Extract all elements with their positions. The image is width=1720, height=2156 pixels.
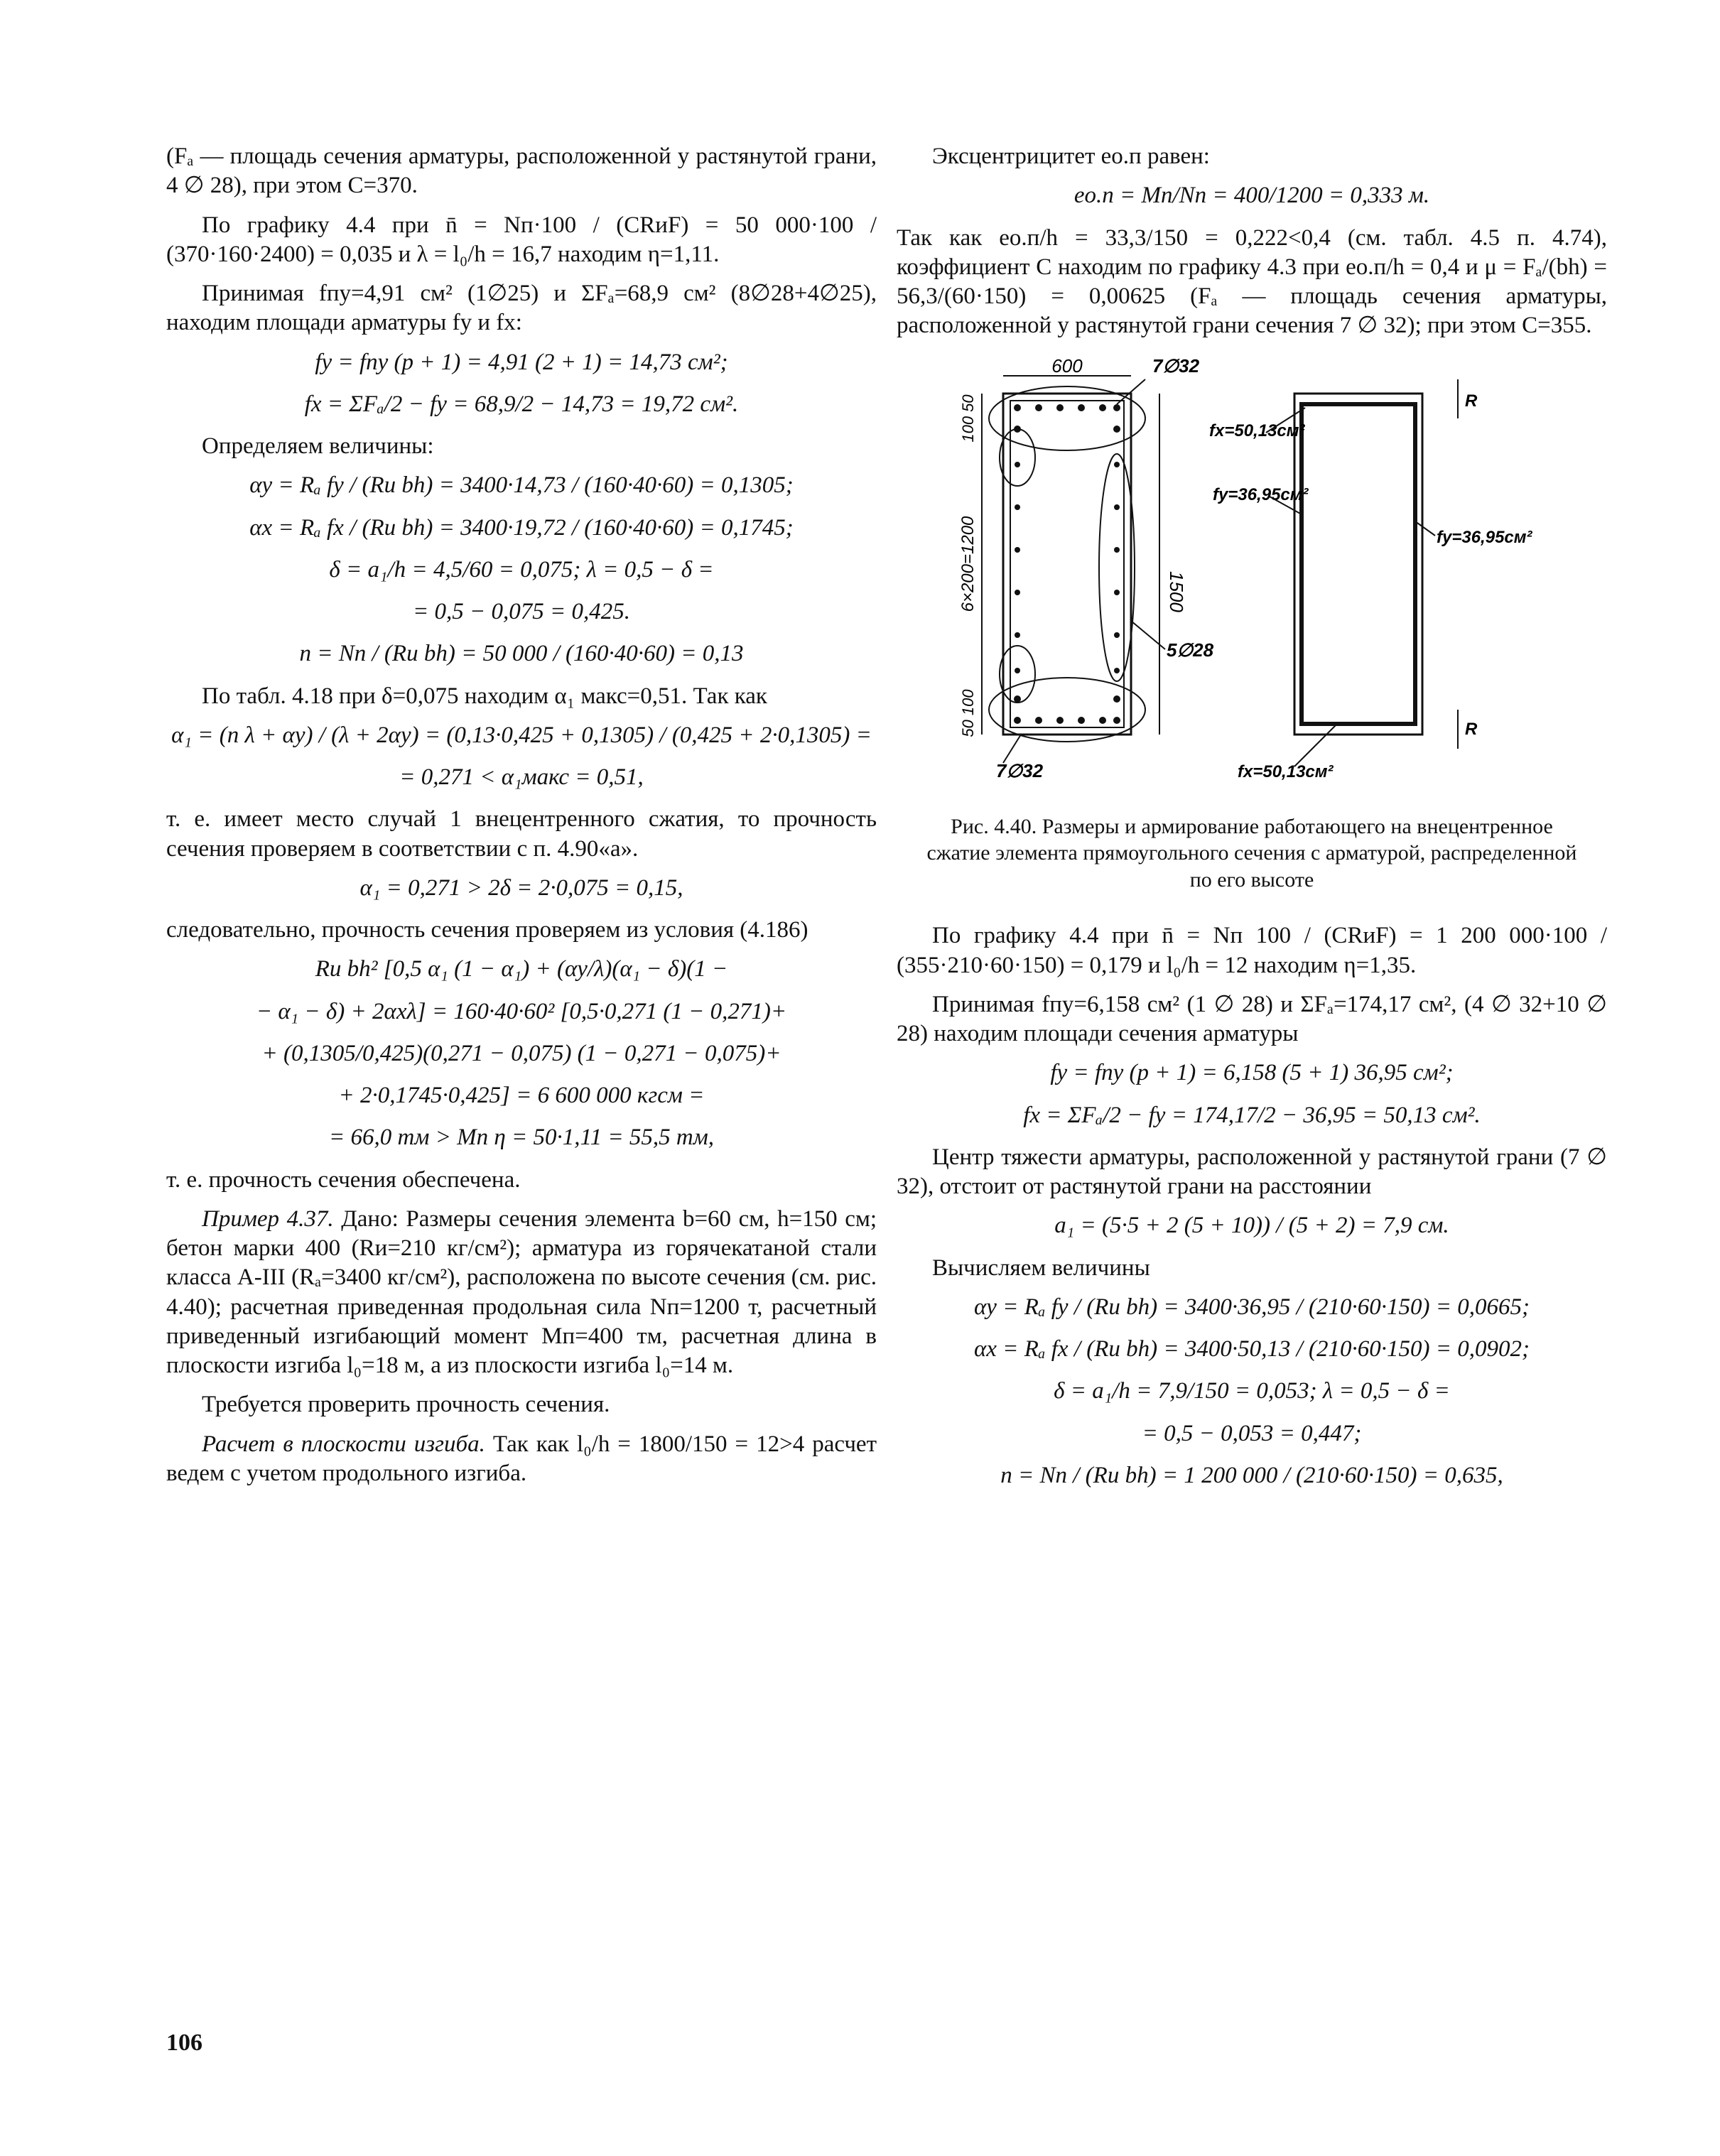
equation: fy = fпу (p + 1) = 6,158 (5 + 1) 36,95 см²;	[1050, 1060, 1454, 1086]
top-bars	[1014, 404, 1120, 433]
equation: α₁ = (n λ + αy) / (λ + 2αy) = (0,13·0,425 + 0,1305) / (0,425 + 2·0,1305) =	[171, 722, 872, 748]
figure-4-40	[897, 351, 1607, 799]
label-7d32-top: 7∅32	[1152, 354, 1200, 377]
label-fx-bottom: fx=50,13см²	[1238, 762, 1334, 781]
side-group-oval	[1099, 454, 1135, 681]
paragraph: т. е. прочность сечения обеспечена.	[166, 1166, 521, 1193]
dim-top: 100 50	[959, 394, 977, 443]
equation: αy = Rₐ fy / (Rи bh) = 3400·14,73 / (160·40·60) = 0,1305;	[249, 472, 794, 499]
paragraph: Эксцентрицитет eо.п равен:	[932, 143, 1210, 169]
top-group-oval	[989, 386, 1145, 450]
equation: eо.п = Mп/Nп = 400/1200 = 0,333 м.	[1073, 183, 1430, 209]
example-heading: Пример 4.37.	[202, 1206, 334, 1232]
section-heading: Расчет в плоскости изгиба.	[202, 1431, 485, 1457]
paragraph: Центр тяжести арматуры, расположенной у растянутой грани (7 ∅ 32), отстоит от растянутой грани на расстоянии	[897, 1144, 1607, 1199]
page-number: 106	[166, 2030, 202, 2056]
paragraph: Так как eо.п/h = 33,3/150 = 0,222<0,4 (см. табл. 4.5 п. 4.74), коэффициент C находим по графику 4.3 при eо.п/h = 0,4 и μ = Fₐ/(bh) = 56,3/(60·150) = 0,00625 (Fₐ — площадь сечения арматуры, расположенной у растянутой грани сечения 7 ∅ 32); при этом C=355.	[897, 224, 1607, 339]
bottom-bars	[1014, 695, 1120, 724]
label-r-bottom: R	[1465, 719, 1478, 739]
paragraph: Вычисляем величины	[932, 1255, 1150, 1281]
dim-1500: 1500	[1166, 570, 1187, 612]
section-text: Так как l₀/h = 1800/150 = 12>4 расчет ведем с учетом продольного изгиба.	[166, 1431, 877, 1486]
label-5d28: 5∅28	[1167, 639, 1214, 661]
example-text: Дано: Размеры сечения элемента b=60 см, h=150 см; бетон марки 400 (Rи=210 кг/см²); арматура из горячекатаной стали класса А-III (Rₐ=3400 кг/см²), расположена по высоте сечения (см. рис. 4.40); расчетная приведенная продольная сила Nп=1200 т, расчетный приведенный изгибающий момент Mп=400 тм, расчетная длина в плоскости изгиба l₀=18 м, а из плоскости изгиба l₀=14 м.	[166, 1206, 877, 1378]
side-top-oval	[1000, 429, 1035, 486]
equation: a₁ = (5·5 + 2 (5 + 10)) / (5 + 2) = 7,9 см.	[1054, 1213, 1449, 1239]
paragraph: Определяем величины:	[202, 433, 434, 459]
equivalent-section-outline	[1294, 394, 1422, 735]
bottom-group-oval	[989, 678, 1145, 742]
paragraph: (Fₐ — площадь сечения арматуры, расположенной у растянутой грани, 4 ∅ 28), при этом C=370.	[166, 143, 877, 199]
label-7d32-bottom: 7∅32	[996, 759, 1044, 781]
label-fx-top: fx=50,13см²	[1209, 421, 1305, 440]
label-fy-left: fy=36,95см²	[1213, 484, 1309, 504]
equation: n = Nп / (Rи bh) = 50 000 / (160·40·60) = 0,13	[299, 641, 744, 667]
paragraph: т. е. имеет место случай 1 внецентренного сжатия, то прочность сечения проверяем в соответствии с п. 4.90«а».	[166, 806, 877, 862]
equation: = 0,271 < α₁макс = 0,51,	[399, 764, 644, 790]
equation: δ = a₁/h = 4,5/60 = 0,075; λ = 0,5 − δ =	[329, 556, 714, 583]
paragraph: По графику 4.4 при n̄ = Nп·100 / (CRиF) = 50 000·100 / (370·160·2400) = 0,035 и λ = l₀/h = 16,7 находим η=1,11.	[166, 212, 877, 267]
equation: αy = Rₐ fy / (Rи bh) = 3400·36,95 / (210·60·150) = 0,0665;	[973, 1294, 1530, 1320]
dim-middle: 6×200=1200	[958, 516, 978, 612]
section-paragraph	[166, 1430, 877, 1489]
right-column	[897, 142, 1607, 1503]
equivalent-reinforcement	[1302, 404, 1415, 724]
dim-600: 600	[1051, 354, 1083, 377]
figure-caption: Рис. 4.40. Размеры и армирование работающего на внецентренное сжатие элемента прямоугольного сечения с арматурой, распределенной по его высоте	[926, 814, 1577, 892]
paragraph: следовательно, прочность сечения проверяем из условия (4.186)	[166, 917, 808, 943]
paragraph: По графику 4.4 при n̄ = Nп 100 / (CRиF) = 1 200 000·100 / (355·210·60·150) = 0,179 и l₀/h = 12 находим η=1,35.	[897, 923, 1607, 978]
dim-bottom: 50 100	[959, 688, 977, 737]
equation: α₁ = 0,271 > 2δ = 2·0,075 = 0,15,	[359, 874, 683, 901]
equation: = 0,5 − 0,075 = 0,425.	[412, 599, 631, 624]
equation: + 2·0,1745·0,425] = 6 600 000 кгсм =	[338, 1083, 705, 1108]
paragraph: По табл. 4.18 при δ=0,075 находим α₁ макс=0,51. Так как	[202, 683, 767, 709]
paragraph: Требуется проверить прочность сечения.	[202, 1392, 610, 1418]
equation: Rи bh² [0,5 α₁ (1 − α₁) + (αy/λ)(α₁ − δ)(1 −	[315, 956, 728, 982]
equation: δ = a₁/h = 7,9/150 = 0,053; λ = 0,5 − δ =	[1054, 1378, 1450, 1404]
equation: = 0,5 − 0,053 = 0,447;	[1142, 1420, 1362, 1446]
label-fy-right: fy=36,95см²	[1437, 527, 1532, 547]
paragraph: Принимая fпу=4,91 см² (1∅25) и ΣFₐ=68,9 см² (8∅28+4∅25), находим площади арматуры fy и fx:	[166, 281, 877, 336]
equation: αx = Rₐ fx / (Rи bh) = 3400·19,72 / (160·40·60) = 0,1745;	[249, 514, 794, 541]
equation: + (0,1305/0,425)(0,271 − 0,075) (1 − 0,271 − 0,075)+	[261, 1040, 781, 1066]
section-drawing	[897, 351, 1607, 791]
example-paragraph	[166, 1205, 877, 1381]
equation: fy = fпу (p + 1) = 4,91 (2 + 1) = 14,73 см²;	[315, 349, 728, 375]
equation: fx = ΣFₐ/2 − fy = 174,17/2 − 36,95 = 50,13 см².	[1023, 1102, 1481, 1128]
equation: − α₁ − δ) + 2αxλ] = 160·40·60² [0,5·0,271 (1 − 0,271)+	[256, 998, 787, 1024]
equation: αx = Rₐ fx / (Rи bh) = 3400·50,13 / (210·60·150) = 0,0902;	[973, 1336, 1530, 1362]
equation: n = Nп / (Rи bh) = 1 200 000 / (210·60·150) = 0,635,	[1000, 1462, 1503, 1488]
equation: = 66,0 тм > Mп η = 50·1,11 = 55,5 тм,	[328, 1125, 715, 1151]
equation: fx = ΣFₐ/2 − fy = 68,9/2 − 14,73 = 19,72 см².	[304, 391, 739, 417]
label-r-top: R	[1465, 391, 1478, 411]
left-column	[166, 142, 877, 1498]
side-bottom-oval	[1000, 646, 1035, 703]
paragraph: Принимая fпу=6,158 см² (1 ∅ 28) и ΣFₐ=174,17 см², (4 ∅ 32+10 ∅ 28) находим площади сечения арматуры	[897, 991, 1607, 1046]
